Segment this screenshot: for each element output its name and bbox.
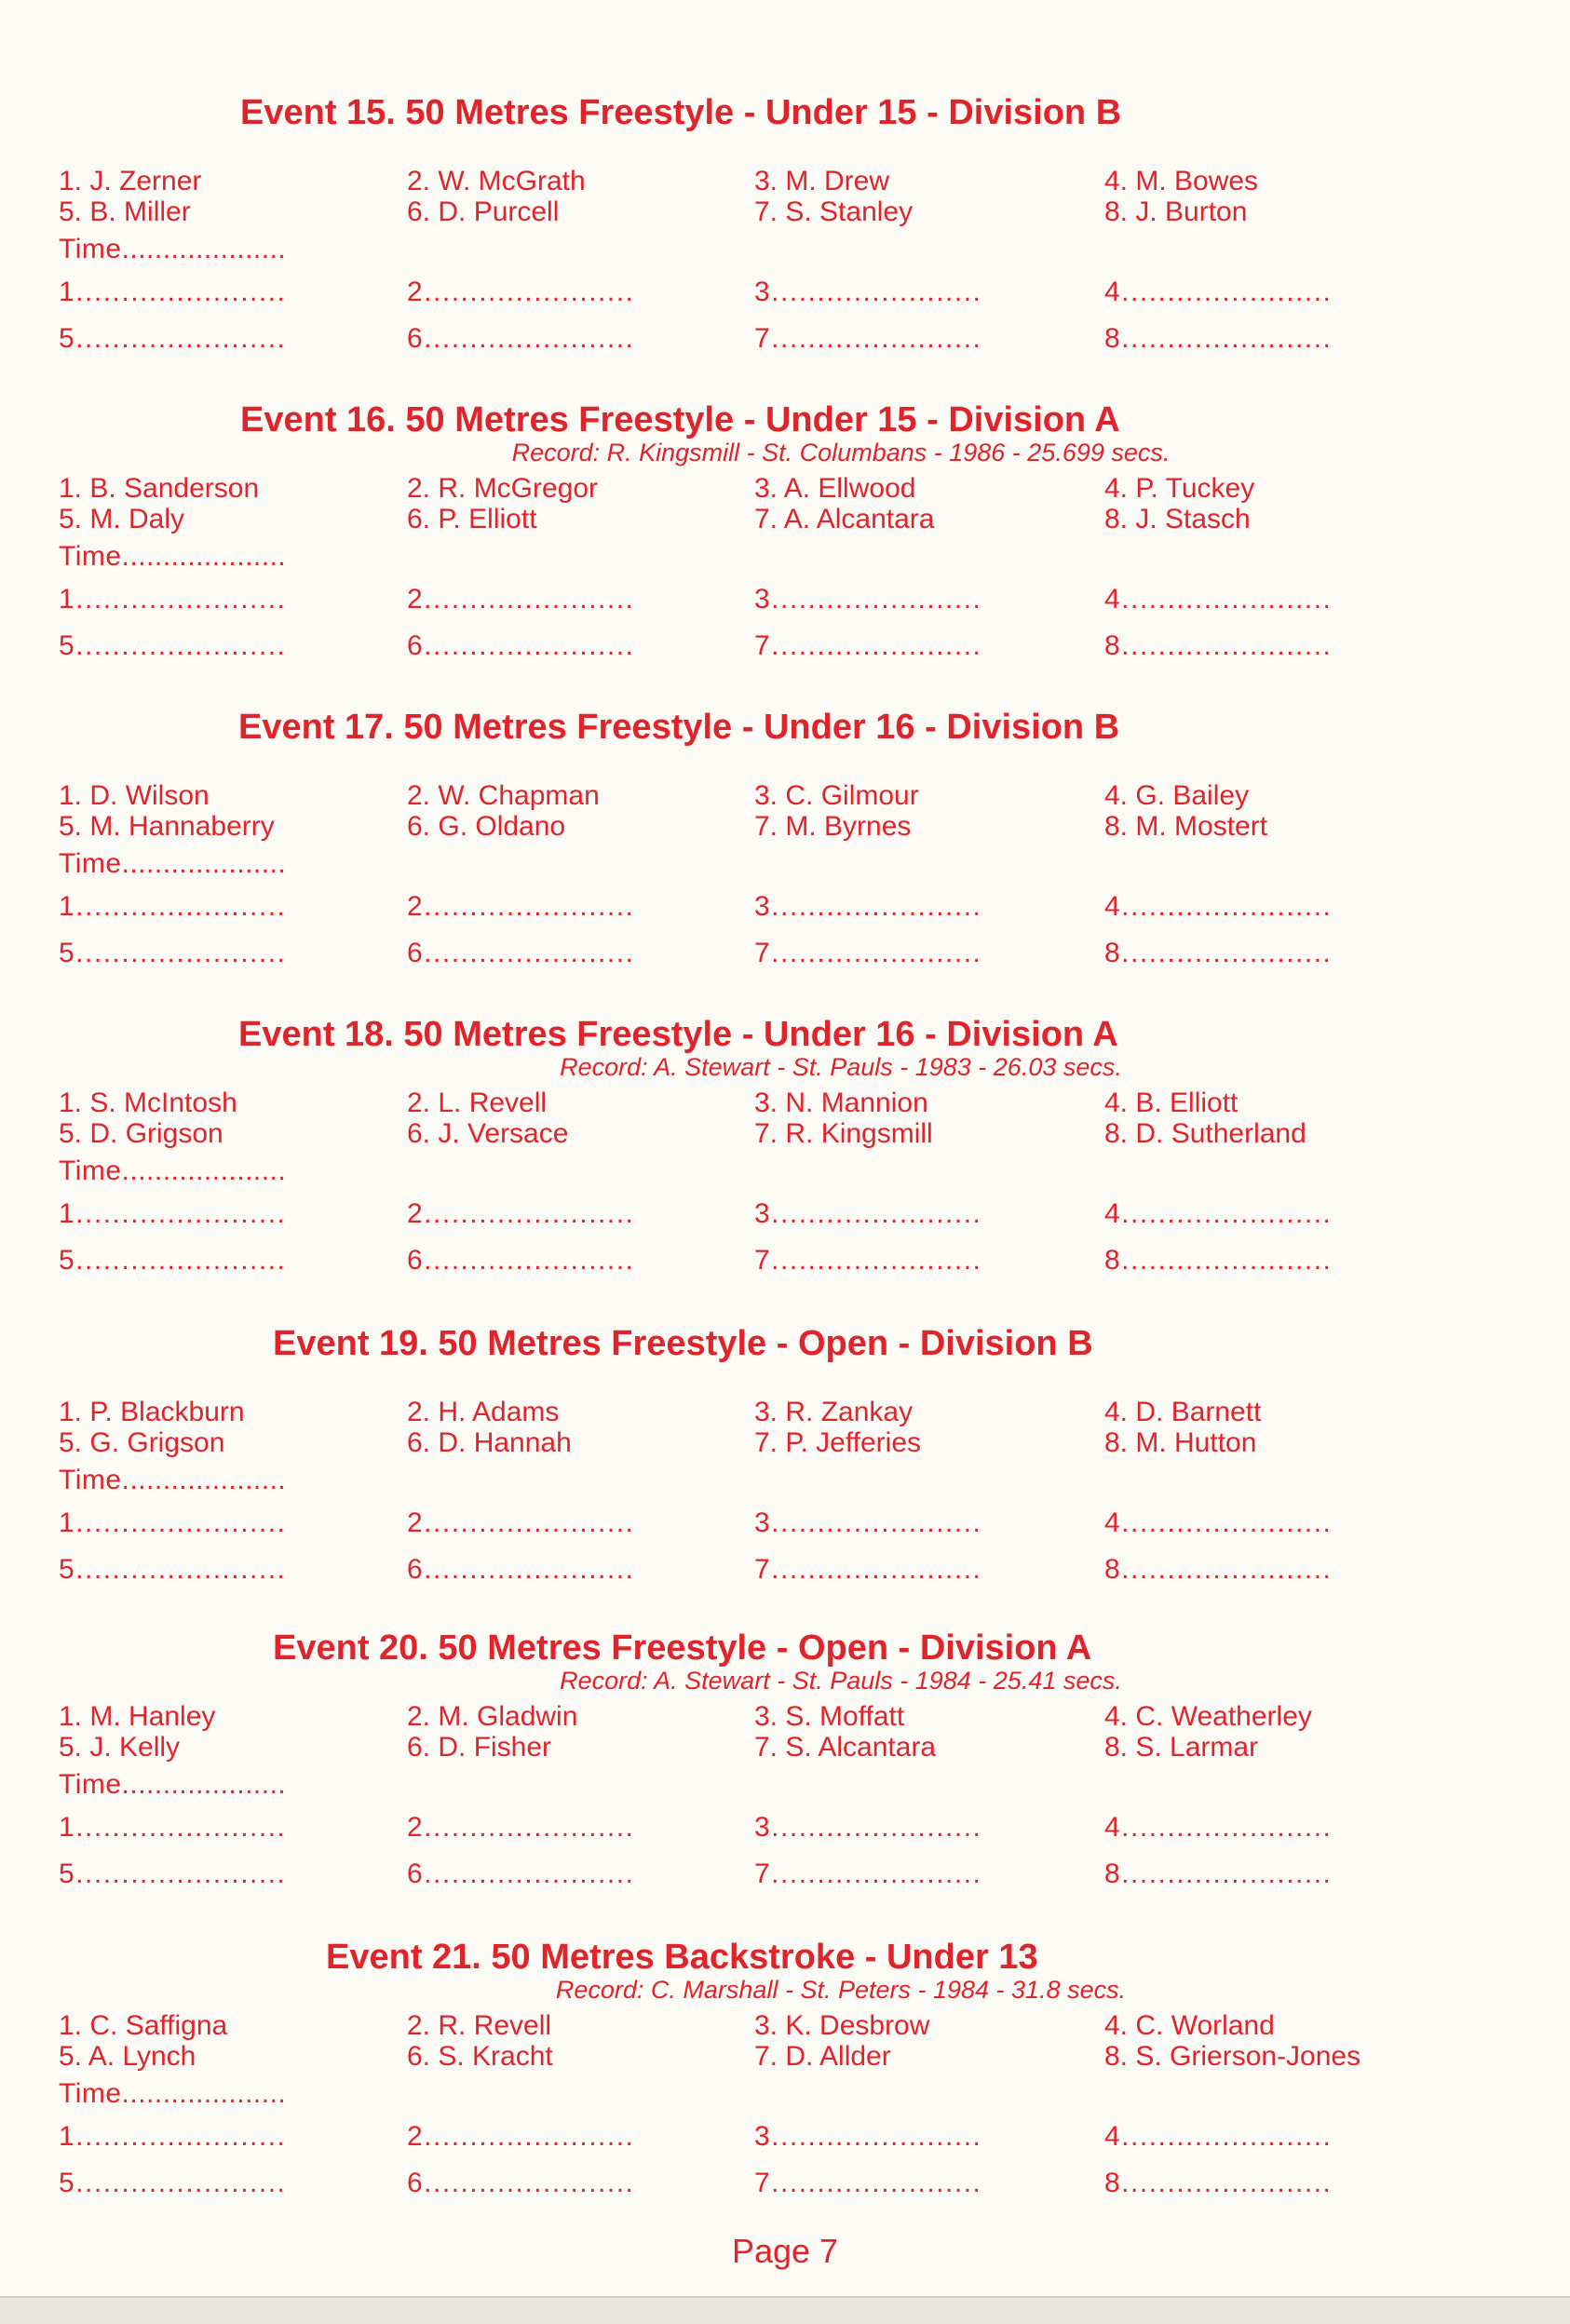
entrant: 8. M. Hutton <box>1104 1427 1257 1458</box>
entrant: 3. R. Zankay <box>754 1397 914 1427</box>
entrant: 2. W. Chapman <box>407 780 600 811</box>
entrant: 1. D. Wilson <box>59 780 210 811</box>
result-place: 1....................... <box>59 277 287 307</box>
entrant: 3. K. Desbrow <box>754 2010 930 2041</box>
entrant: 1. M. Hanley <box>59 1701 216 1732</box>
result-place: 1....................... <box>59 1198 287 1229</box>
result-place: 2....................... <box>407 1507 635 1538</box>
result-row <box>0 1811 1570 1844</box>
result-row <box>0 583 1570 616</box>
entrant: 2. R. McGregor <box>407 473 599 504</box>
entrant: 3. C. Gilmour <box>754 780 919 811</box>
result-place: 6....................... <box>407 1554 635 1585</box>
result-place: 7....................... <box>754 938 982 968</box>
result-place: 1....................... <box>59 1812 287 1843</box>
entrant: 3. N. Mannion <box>754 1088 928 1118</box>
entrant: 2. L. Revell <box>407 1088 548 1118</box>
entrant-row <box>0 1117 1570 1151</box>
result-place: 7....................... <box>754 1554 982 1585</box>
entrant: 8. J. Burton <box>1104 196 1248 227</box>
result-place: 4....................... <box>1104 584 1333 615</box>
result-place: 3....................... <box>754 584 982 615</box>
entrant-row <box>0 196 1570 229</box>
result-place: 6....................... <box>407 1245 635 1276</box>
result-place: 2....................... <box>407 1198 635 1229</box>
entrant: 2. M. Gladwin <box>407 1701 578 1732</box>
entrant: 7. A. Alcantara <box>754 504 935 534</box>
entrant-row <box>0 1396 1570 1429</box>
result-place: 5....................... <box>59 1554 287 1585</box>
entrant-row <box>0 810 1570 844</box>
result-place: 2....................... <box>407 2121 635 2152</box>
result-place: 4....................... <box>1104 1507 1333 1538</box>
result-place: 7....................... <box>754 1245 982 1276</box>
result-place: 2....................... <box>407 1812 635 1843</box>
result-place: 6....................... <box>407 630 635 661</box>
result-place: 8....................... <box>1104 2168 1333 2198</box>
result-row <box>0 937 1570 970</box>
result-place: 8....................... <box>1104 630 1333 661</box>
event-title: Event 20. 50 Metres Freestyle - Open - Division A <box>273 1628 1092 1668</box>
result-place: 8....................... <box>1104 1858 1333 1889</box>
page-number: Page 7 <box>731 2232 839 2270</box>
time-field: Time.................... <box>59 2078 287 2109</box>
result-place: 8....................... <box>1104 1554 1333 1585</box>
event-title: Event 17. 50 Metres Freestyle - Under 16 - Division B <box>238 708 1120 747</box>
entrant: 6. D. Purcell <box>407 196 560 227</box>
entrant: 4. M. Bowes <box>1104 166 1259 196</box>
entrant: 2. R. Revell <box>407 2010 552 2041</box>
entrant-row <box>0 165 1570 198</box>
result-place: 8....................... <box>1104 1245 1333 1276</box>
result-place: 3....................... <box>754 1198 982 1229</box>
entrant: 4. G. Bailey <box>1104 780 1250 811</box>
entrant: 4. C. Weatherley <box>1104 1701 1312 1732</box>
entrant: 4. B. Elliott <box>1104 1088 1238 1118</box>
result-place: 7....................... <box>754 2168 982 2198</box>
entrant: 5. M. Hannaberry <box>59 811 275 842</box>
result-row <box>0 1858 1570 1891</box>
result-place: 6....................... <box>407 2168 635 2198</box>
entrant: 5. J. Kelly <box>59 1732 181 1763</box>
entrant: 7. S. Stanley <box>754 196 914 227</box>
result-place: 8....................... <box>1104 938 1333 968</box>
entrant: 6. P. Elliott <box>407 504 537 534</box>
entrant: 1. J. Zerner <box>59 166 202 196</box>
time-field: Time.................... <box>59 234 287 264</box>
entrant-row <box>0 1700 1570 1734</box>
entrant: 5. B. Miller <box>59 196 191 227</box>
result-row <box>0 1197 1570 1231</box>
entrant: 3. S. Moffatt <box>754 1701 905 1732</box>
entrant: 7. R. Kingsmill <box>754 1118 933 1149</box>
result-place: 7....................... <box>754 1858 982 1889</box>
entrant: 5. G. Grigson <box>59 1427 225 1458</box>
entrant: 8. M. Mostert <box>1104 811 1268 842</box>
time-field: Time.................... <box>59 848 287 879</box>
entrant: 6. S. Kracht <box>407 2041 553 2072</box>
entrant: 5. M. Daly <box>59 504 185 534</box>
result-place: 4....................... <box>1104 277 1333 307</box>
result-place: 3....................... <box>754 891 982 922</box>
result-place: 4....................... <box>1104 1198 1333 1229</box>
result-place: 5....................... <box>59 630 287 661</box>
entrant: 2. W. McGrath <box>407 166 586 196</box>
event-title: Event 18. 50 Metres Freestyle - Under 16 - Division A <box>238 1015 1118 1054</box>
entrant: 8. D. Sutherland <box>1104 1118 1306 1149</box>
result-place: 2....................... <box>407 584 635 615</box>
result-place: 6....................... <box>407 1858 635 1889</box>
result-row <box>0 322 1570 356</box>
entrant-row <box>0 472 1570 506</box>
entrant: 6. J. Versace <box>407 1118 569 1149</box>
entrant: 1. C. Saffigna <box>59 2010 228 2041</box>
entrant: 6. D. Fisher <box>407 1732 552 1763</box>
event-record: Record: A. Stewart - St. Pauls - 1984 - 25.41 secs. <box>560 1667 1122 1695</box>
entrant-row <box>0 1426 1570 1460</box>
result-place: 7....................... <box>754 630 982 661</box>
result-place: 1....................... <box>59 891 287 922</box>
result-row <box>0 629 1570 663</box>
result-place: 6....................... <box>407 938 635 968</box>
entrant: 2. H. Adams <box>407 1397 560 1427</box>
entrant: 7. D. Allder <box>754 2041 891 2072</box>
entrant: 1. P. Blackburn <box>59 1397 245 1427</box>
result-row <box>0 1244 1570 1277</box>
entrant: 8. S. Larmar <box>1104 1732 1259 1763</box>
result-place: 1....................... <box>59 1507 287 1538</box>
time-field: Time.................... <box>59 541 287 572</box>
entrant: 3. A. Ellwood <box>754 473 916 504</box>
result-row <box>0 2167 1570 2200</box>
entrant-row <box>0 503 1570 536</box>
event-title: Event 21. 50 Metres Backstroke - Under 13 <box>326 1938 1038 1977</box>
event-record: Record: C. Marshall - St. Peters - 1984 - 31.8 secs. <box>555 1976 1127 2004</box>
result-row <box>0 890 1570 924</box>
result-place: 2....................... <box>407 891 635 922</box>
result-place: 7....................... <box>754 323 982 354</box>
result-row <box>0 2120 1570 2154</box>
event-title: Event 15. 50 Metres Freestyle - Under 15 - Division B <box>240 93 1122 132</box>
result-place: 5....................... <box>59 938 287 968</box>
entrant: 7. P. Jefferies <box>754 1427 922 1458</box>
time-field: Time.................... <box>59 1769 287 1800</box>
entrant-row <box>0 2040 1570 2074</box>
result-place: 4....................... <box>1104 2121 1333 2152</box>
entrant: 7. S. Alcantara <box>754 1732 937 1763</box>
result-place: 3....................... <box>754 277 982 307</box>
result-place: 5....................... <box>59 323 287 354</box>
entrant: 1. B. Sanderson <box>59 473 260 504</box>
result-place: 4....................... <box>1104 891 1333 922</box>
time-field: Time.................... <box>59 1465 287 1495</box>
result-place: 3....................... <box>754 2121 982 2152</box>
result-place: 8....................... <box>1104 323 1333 354</box>
result-place: 6....................... <box>407 323 635 354</box>
result-place: 3....................... <box>754 1812 982 1843</box>
entrant: 1. S. McIntosh <box>59 1088 237 1118</box>
entrant: 6. G. Oldano <box>407 811 566 842</box>
event-record: Record: R. Kingsmill - St. Columbans - 1986 - 25.699 secs. <box>511 439 1171 466</box>
result-place: 5....................... <box>59 2168 287 2198</box>
result-place: 5....................... <box>59 1245 287 1276</box>
entrant: 4. C. Worland <box>1104 2010 1275 2041</box>
entrant-row <box>0 1731 1570 1764</box>
result-place: 1....................... <box>59 2121 287 2152</box>
result-place: 2....................... <box>407 277 635 307</box>
entrant: 8. S. Grierson-Jones <box>1104 2041 1361 2072</box>
result-place: 3....................... <box>754 1507 982 1538</box>
entrant: 5. A. Lynch <box>59 2041 196 2072</box>
result-place: 1....................... <box>59 584 287 615</box>
entrant: 8. J. Stasch <box>1104 504 1251 534</box>
entrant-row <box>0 1087 1570 1120</box>
event-record: Record: A. Stewart - St. Pauls - 1983 - 26.03 secs. <box>560 1053 1122 1081</box>
result-row <box>0 1507 1570 1540</box>
result-row <box>0 1553 1570 1587</box>
entrant: 4. D. Barnett <box>1104 1397 1262 1427</box>
entrant: 5. D. Grigson <box>59 1118 223 1149</box>
entrant: 4. P. Tuckey <box>1104 473 1255 504</box>
entrant: 7. M. Byrnes <box>754 811 912 842</box>
page-bottom-edge <box>0 2296 1570 2324</box>
entrant-row <box>0 2009 1570 2043</box>
event-title: Event 16. 50 Metres Freestyle - Under 15 - Division A <box>240 400 1120 439</box>
entrant-row <box>0 779 1570 813</box>
result-row <box>0 276 1570 309</box>
time-field: Time.................... <box>59 1155 287 1186</box>
entrant: 3. M. Drew <box>754 166 890 196</box>
entrant: 6. D. Hannah <box>407 1427 572 1458</box>
result-place: 4....................... <box>1104 1812 1333 1843</box>
event-title: Event 19. 50 Metres Freestyle - Open - Division B <box>273 1324 1093 1363</box>
result-place: 5....................... <box>59 1858 287 1889</box>
